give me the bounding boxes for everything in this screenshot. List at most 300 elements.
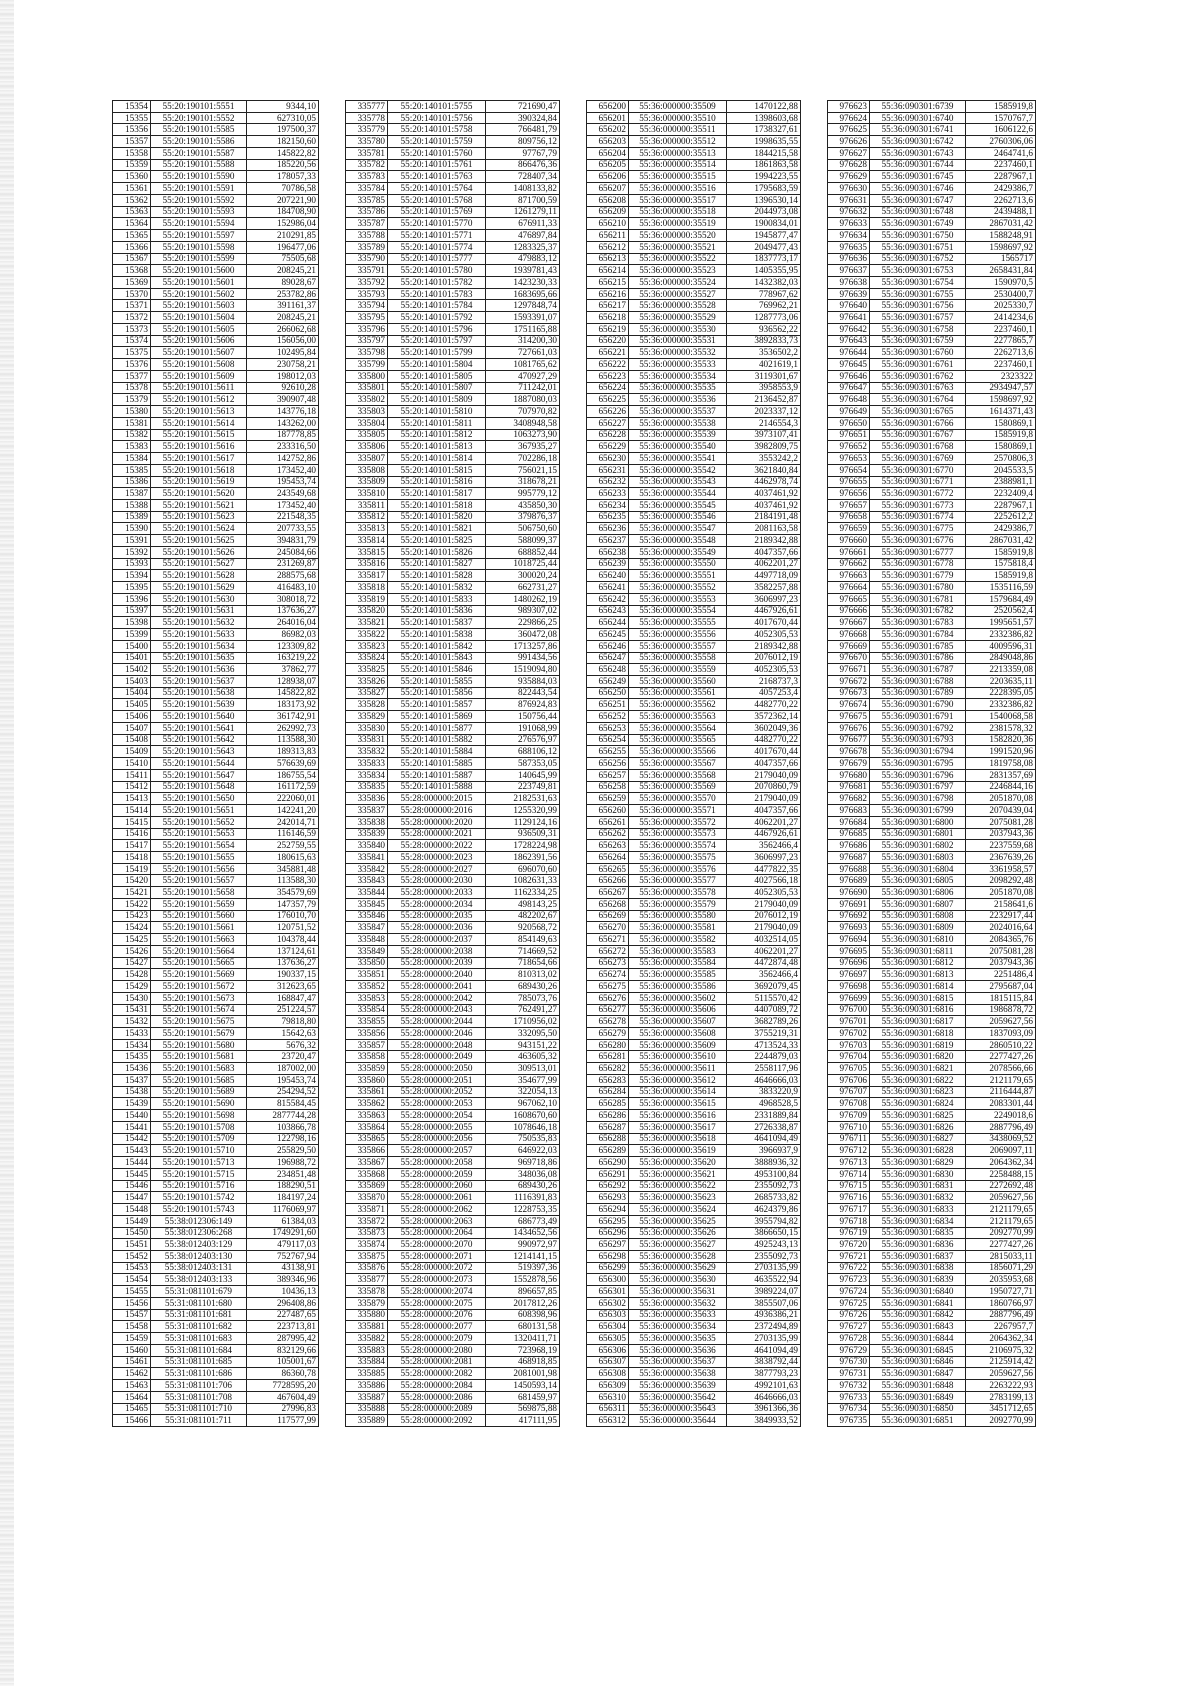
cadastral-value: 4047357,66 [727, 758, 801, 770]
table-row [346, 875, 560, 887]
cadastral-number: 55:20:190101:5600 [151, 265, 247, 277]
cadastral-number: 55:31:081101:685 [151, 1356, 247, 1368]
table-row [346, 112, 560, 124]
table-row [828, 1074, 1036, 1086]
cadastral-value: 3682789,26 [727, 1016, 801, 1028]
table-row [828, 159, 1036, 171]
table-row [828, 1297, 1036, 1309]
cadastral-number: 55:36:090301:6764 [870, 394, 966, 406]
cadastral-number: 55:36:000000:35509 [629, 101, 727, 113]
row-number: 15457 [113, 1309, 151, 1321]
cadastral-number: 55:36:090301:6754 [870, 277, 966, 289]
cadastral-value: 1408133,82 [486, 183, 560, 195]
cadastral-number: 55:36:000000:35576 [629, 863, 727, 875]
cadastral-number: 55:36:090301:6814 [870, 981, 966, 993]
cadastral-number: 55:20:190101:5685 [151, 1074, 247, 1086]
cadastral-value: 2179040,09 [727, 769, 801, 781]
registry-table-4 [827, 100, 1036, 1427]
table-row [828, 312, 1036, 324]
cadastral-value: 2232917,44 [966, 910, 1036, 922]
table-row [346, 1110, 560, 1122]
cadastral-number: 55:36:090301:6798 [870, 793, 966, 805]
row-number: 656244 [587, 617, 629, 629]
cadastral-value: 23720,47 [247, 1051, 319, 1063]
row-number: 976661 [828, 546, 870, 558]
row-number: 976689 [828, 875, 870, 887]
row-number: 15417 [113, 840, 151, 852]
table-row [346, 488, 560, 500]
cadastral-value: 4057253,4 [727, 687, 801, 699]
cadastral-number: 55:28:000000:2064 [388, 1227, 486, 1239]
table-row [828, 664, 1036, 676]
table-row [587, 429, 801, 441]
cadastral-number: 55:36:000000:35578 [629, 887, 727, 899]
cadastral-value: 4472874,48 [727, 957, 801, 969]
cadastral-value: 266062,68 [247, 323, 319, 335]
table-row [587, 805, 801, 817]
cadastral-value: 2439488,1 [966, 206, 1036, 218]
row-number: 335777 [346, 101, 388, 113]
cadastral-value: 3119301,67 [727, 370, 801, 382]
row-number: 656270 [587, 922, 629, 934]
table-row [587, 1074, 801, 1086]
table-row [113, 253, 319, 265]
cadastral-number: 55:20:190101:5627 [151, 558, 247, 570]
row-number: 15425 [113, 934, 151, 946]
row-number: 976634 [828, 230, 870, 242]
cadastral-number: 55:36:090301:6767 [870, 429, 966, 441]
table-row [828, 910, 1036, 922]
table-row [587, 417, 801, 429]
row-number: 656266 [587, 875, 629, 887]
cadastral-number: 55:20:140101:5884 [388, 746, 486, 758]
cadastral-value: 1856071,29 [966, 1262, 1036, 1274]
table-row [828, 206, 1036, 218]
row-number: 15452 [113, 1250, 151, 1262]
cadastral-value: 3621840,84 [727, 464, 801, 476]
row-number: 335793 [346, 288, 388, 300]
row-number: 15374 [113, 335, 151, 347]
cadastral-value: 2189342,88 [727, 535, 801, 547]
row-number: 15422 [113, 898, 151, 910]
cadastral-value: 143776,18 [247, 406, 319, 418]
table-row [113, 992, 319, 1004]
cadastral-number: 55:28:000000:2076 [388, 1309, 486, 1321]
row-number: 335880 [346, 1309, 388, 1321]
cadastral-number: 55:20:140101:5856 [388, 687, 486, 699]
row-number: 15385 [113, 464, 151, 476]
cadastral-number: 55:36:000000:35625 [629, 1215, 727, 1227]
cadastral-value: 4407089,72 [727, 1004, 801, 1016]
cadastral-value: 990972,97 [486, 1239, 560, 1251]
table-row [828, 640, 1036, 652]
row-number: 15373 [113, 323, 151, 335]
cadastral-number: 55:20:140101:5885 [388, 758, 486, 770]
row-number: 656213 [587, 253, 629, 265]
cadastral-number: 55:28:000000:2023 [388, 852, 486, 864]
cadastral-number: 55:20:190101:5588 [151, 159, 247, 171]
cadastral-number: 55:36:000000:35614 [629, 1086, 727, 1098]
cadastral-number: 55:20:190101:5680 [151, 1039, 247, 1051]
cadastral-value: 2017812,26 [486, 1297, 560, 1309]
cadastral-number: 55:36:090301:6822 [870, 1074, 966, 1086]
table-row [828, 359, 1036, 371]
table-row [828, 652, 1036, 664]
cadastral-value: 1590970,5 [966, 277, 1036, 289]
cadastral-value: 646922,03 [486, 1145, 560, 1157]
table-row [828, 124, 1036, 136]
table-row [346, 1192, 560, 1204]
row-number: 976720 [828, 1239, 870, 1251]
cadastral-number: 55:36:090301:6851 [870, 1415, 966, 1427]
cadastral-number: 55:36:000000:35547 [629, 523, 727, 535]
table-row [828, 852, 1036, 864]
cadastral-number: 55:20:140101:5755 [388, 101, 486, 113]
cadastral-value: 435850,30 [486, 499, 560, 511]
table-row [346, 300, 560, 312]
cadastral-value: 689430,26 [486, 981, 560, 993]
row-number: 976703 [828, 1039, 870, 1051]
row-number: 15433 [113, 1028, 151, 1040]
cadastral-number: 55:36:000000:35527 [629, 288, 727, 300]
table-row [346, 828, 560, 840]
cadastral-number: 55:20:140101:5771 [388, 230, 486, 242]
cadastral-value: 2024016,64 [966, 922, 1036, 934]
row-number: 15402 [113, 664, 151, 676]
row-number: 976635 [828, 241, 870, 253]
cadastral-number: 55:20:190101:5648 [151, 781, 247, 793]
table-row [346, 147, 560, 159]
table-row [346, 171, 560, 183]
cadastral-number: 55:36:090301:6846 [870, 1356, 966, 1368]
cadastral-number: 55:31:081101:686 [151, 1368, 247, 1380]
cadastral-number: 55:20:190101:5710 [151, 1145, 247, 1157]
table-row [587, 957, 801, 969]
row-number: 656285 [587, 1098, 629, 1110]
row-number: 15393 [113, 558, 151, 570]
cadastral-number: 55:20:190101:5605 [151, 323, 247, 335]
table-row [587, 1274, 801, 1286]
cadastral-value: 470927,29 [486, 370, 560, 382]
cadastral-number: 55:31:081101:681 [151, 1309, 247, 1321]
row-number: 976704 [828, 1051, 870, 1063]
cadastral-value: 1585919,8 [966, 546, 1036, 558]
cadastral-number: 55:28:000000:2049 [388, 1051, 486, 1063]
table-row [828, 1004, 1036, 1016]
row-number: 976712 [828, 1145, 870, 1157]
cadastral-value: 4482770,22 [727, 699, 801, 711]
row-number: 15460 [113, 1344, 151, 1356]
row-number: 335853 [346, 992, 388, 1004]
cadastral-number: 55:28:000000:2081 [388, 1356, 486, 1368]
cadastral-number: 55:20:190101:5656 [151, 863, 247, 875]
cadastral-number: 55:36:090301:6757 [870, 312, 966, 324]
cadastral-value: 4936386,21 [727, 1309, 801, 1321]
cadastral-value: 86982,03 [247, 629, 319, 641]
row-number: 976724 [828, 1286, 870, 1298]
cadastral-number: 55:20:190101:5635 [151, 652, 247, 664]
row-number: 335781 [346, 147, 388, 159]
table-row [828, 887, 1036, 899]
row-number: 656277 [587, 1004, 629, 1016]
cadastral-number: 55:36:090301:6839 [870, 1274, 966, 1286]
row-number: 976701 [828, 1016, 870, 1028]
table-row [587, 1145, 801, 1157]
table-row [346, 816, 560, 828]
cadastral-value: 252759,55 [247, 840, 319, 852]
row-number: 656218 [587, 312, 629, 324]
cadastral-value: 79818,80 [247, 1016, 319, 1028]
table-row [587, 136, 801, 148]
cadastral-number: 55:36:090301:6781 [870, 593, 966, 605]
cadastral-value: 197500,37 [247, 124, 319, 136]
table-row [828, 992, 1036, 1004]
cadastral-value: 180615,63 [247, 852, 319, 864]
cadastral-number: 55:36:000000:35555 [629, 617, 727, 629]
cadastral-value: 3361958,57 [966, 863, 1036, 875]
row-number: 335871 [346, 1204, 388, 1216]
table-row [587, 781, 801, 793]
table-row [587, 206, 801, 218]
cadastral-value: 251224,57 [247, 1004, 319, 1016]
cadastral-number: 55:36:090301:6848 [870, 1380, 966, 1392]
cadastral-value: 2783199,13 [966, 1391, 1036, 1403]
cadastral-number: 55:36:090301:6748 [870, 206, 966, 218]
row-number: 335877 [346, 1274, 388, 1286]
row-number: 976672 [828, 675, 870, 687]
cadastral-value: 122798,16 [247, 1133, 319, 1145]
cadastral-value: 943151,22 [486, 1039, 560, 1051]
row-number: 656238 [587, 546, 629, 558]
row-number: 15446 [113, 1180, 151, 1192]
table-row [828, 288, 1036, 300]
cadastral-number: 55:20:140101:5768 [388, 194, 486, 206]
table-row [828, 323, 1036, 335]
cadastral-value: 2367639,26 [966, 852, 1036, 864]
cadastral-value: 2760306,06 [966, 136, 1036, 148]
cadastral-number: 55:36:090301:6810 [870, 934, 966, 946]
table-row [113, 1004, 319, 1016]
cadastral-number: 55:36:000000:35532 [629, 347, 727, 359]
row-number: 15431 [113, 1004, 151, 1016]
cadastral-number: 55:20:140101:5756 [388, 112, 486, 124]
cadastral-value: 3955794,82 [727, 1215, 801, 1227]
cadastral-number: 55:20:190101:5629 [151, 582, 247, 594]
cadastral-value: 1579684,49 [966, 593, 1036, 605]
cadastral-value: 416483,10 [247, 582, 319, 594]
row-number: 656260 [587, 805, 629, 817]
table-row [587, 1168, 801, 1180]
table-row [587, 617, 801, 629]
table-row [828, 277, 1036, 289]
row-number: 335828 [346, 699, 388, 711]
cadastral-value: 2685733,82 [727, 1192, 801, 1204]
table-row [113, 546, 319, 558]
row-number: 15368 [113, 265, 151, 277]
cadastral-value: 2146554,3 [727, 417, 801, 429]
table-row [828, 1368, 1036, 1380]
cadastral-number: 55:20:190101:5683 [151, 1063, 247, 1075]
cadastral-number: 55:20:140101:5763 [388, 171, 486, 183]
table-row [587, 453, 801, 465]
cadastral-number: 55:36:090301:6849 [870, 1391, 966, 1403]
row-number: 15411 [113, 769, 151, 781]
row-number: 15389 [113, 511, 151, 523]
cadastral-number: 55:36:090301:6747 [870, 194, 966, 206]
table-row [587, 969, 801, 981]
cadastral-value: 2355092,73 [727, 1250, 801, 1262]
cadastral-value: 1606122,6 [966, 124, 1036, 136]
cadastral-number: 55:36:000000:35562 [629, 699, 727, 711]
cadastral-number: 55:36:090301:6841 [870, 1297, 966, 1309]
row-number: 976639 [828, 288, 870, 300]
row-number: 15430 [113, 992, 151, 1004]
row-number: 976649 [828, 406, 870, 418]
cadastral-value: 2182531,63 [486, 793, 560, 805]
table-row [587, 1309, 801, 1321]
cadastral-value: 4052305,53 [727, 629, 801, 641]
cadastral-number: 55:36:090301:6834 [870, 1215, 966, 1227]
row-number: 976630 [828, 183, 870, 195]
cadastral-value: 995779,12 [486, 488, 560, 500]
cadastral-value: 2106975,32 [966, 1344, 1036, 1356]
row-number: 656224 [587, 382, 629, 394]
table-row [346, 136, 560, 148]
table-row [828, 1380, 1036, 1392]
cadastral-number: 55:36:000000:35644 [629, 1415, 727, 1427]
cadastral-number: 55:36:090301:6794 [870, 746, 966, 758]
table-row [113, 1309, 319, 1321]
registry-table-2 [345, 100, 560, 1427]
cadastral-number: 55:36:090301:6842 [870, 1309, 966, 1321]
table-row [587, 1204, 801, 1216]
row-number: 976687 [828, 852, 870, 864]
cadastral-value: 1608670,60 [486, 1110, 560, 1122]
table-row [828, 781, 1036, 793]
cadastral-number: 55:20:190101:5587 [151, 147, 247, 159]
cadastral-value: 2429386,7 [966, 523, 1036, 535]
cadastral-number: 55:36:090301:6802 [870, 840, 966, 852]
row-number: 335833 [346, 758, 388, 770]
table-row [587, 828, 801, 840]
cadastral-value: 871700,59 [486, 194, 560, 206]
cadastral-number: 55:36:090301:6823 [870, 1086, 966, 1098]
row-number: 335825 [346, 664, 388, 676]
row-number: 976623 [828, 101, 870, 113]
cadastral-number: 55:36:000000:35541 [629, 453, 727, 465]
cadastral-number: 55:20:190101:5636 [151, 664, 247, 676]
cadastral-number: 55:36:000000:35550 [629, 558, 727, 570]
table-row [587, 1063, 801, 1075]
table-row [113, 629, 319, 641]
row-number: 656252 [587, 711, 629, 723]
row-number: 656247 [587, 652, 629, 664]
row-number: 15361 [113, 183, 151, 195]
table-row [587, 241, 801, 253]
table-row [346, 183, 560, 195]
cadastral-value: 762491,27 [486, 1004, 560, 1016]
cadastral-value: 479117,03 [247, 1239, 319, 1251]
cadastral-number: 55:36:000000:35565 [629, 734, 727, 746]
cadastral-number: 55:36:000000:35553 [629, 593, 727, 605]
cadastral-value: 308018,72 [247, 593, 319, 605]
cadastral-number: 55:36:090301:6768 [870, 441, 966, 453]
table-row [113, 1344, 319, 1356]
cadastral-number: 55:20:190101:5621 [151, 499, 247, 511]
table-row [113, 1098, 319, 1110]
cadastral-value: 2246844,16 [966, 781, 1036, 793]
cadastral-number: 55:20:140101:5811 [388, 417, 486, 429]
cadastral-number: 55:36:090301:6779 [870, 570, 966, 582]
cadastral-number: 55:20:190101:5650 [151, 793, 247, 805]
table-row [587, 582, 801, 594]
cadastral-value: 2084365,76 [966, 934, 1036, 946]
table-row [828, 605, 1036, 617]
row-number: 15413 [113, 793, 151, 805]
cadastral-value: 936509,31 [486, 828, 560, 840]
cadastral-value: 588099,37 [486, 535, 560, 547]
cadastral-number: 55:36:090301:6744 [870, 159, 966, 171]
table-row [828, 347, 1036, 359]
cadastral-number: 55:28:000000:2020 [388, 816, 486, 828]
table-row [828, 734, 1036, 746]
table-row [346, 1262, 560, 1274]
row-number: 656231 [587, 464, 629, 476]
cadastral-number: 55:28:000000:2043 [388, 1004, 486, 1016]
cadastral-number: 55:20:140101:5784 [388, 300, 486, 312]
cadastral-value: 189313,83 [247, 746, 319, 758]
cadastral-value: 1861863,58 [727, 159, 801, 171]
cadastral-number: 55:36:000000:35570 [629, 793, 727, 805]
table-row [346, 1168, 560, 1180]
cadastral-number: 55:36:000000:35619 [629, 1145, 727, 1157]
row-number: 976671 [828, 664, 870, 676]
cadastral-value: 1683695,66 [486, 288, 560, 300]
table-row [113, 124, 319, 136]
cadastral-number: 55:20:190101:5639 [151, 699, 247, 711]
row-number: 335824 [346, 652, 388, 664]
cadastral-number: 55:36:090301:6827 [870, 1133, 966, 1145]
row-number: 335786 [346, 206, 388, 218]
row-number: 15381 [113, 417, 151, 429]
table-row [828, 1180, 1036, 1192]
row-number: 656215 [587, 277, 629, 289]
cadastral-number: 55:36:000000:35559 [629, 664, 727, 676]
table-row [587, 546, 801, 558]
cadastral-number: 55:20:190101:5713 [151, 1157, 247, 1169]
row-number: 335791 [346, 265, 388, 277]
table-row [587, 1380, 801, 1392]
cadastral-number: 55:36:090301:6772 [870, 488, 966, 500]
row-number: 335863 [346, 1110, 388, 1122]
row-number: 15406 [113, 711, 151, 723]
table-row [587, 1403, 801, 1415]
cadastral-value: 1432382,03 [727, 277, 801, 289]
row-number: 15444 [113, 1157, 151, 1169]
cadastral-value: 2726338,87 [727, 1121, 801, 1133]
cadastral-number: 55:36:000000:35609 [629, 1039, 727, 1051]
row-number: 335875 [346, 1250, 388, 1262]
registry-table-1 [112, 100, 319, 1427]
cadastral-number: 55:36:000000:35519 [629, 218, 727, 230]
cadastral-value: 756021,15 [486, 464, 560, 476]
row-number: 976640 [828, 300, 870, 312]
cadastral-value: 810313,02 [486, 969, 560, 981]
cadastral-value: 2189342,88 [727, 640, 801, 652]
row-number: 335808 [346, 464, 388, 476]
row-number: 15391 [113, 535, 151, 547]
table-row [587, 1016, 801, 1028]
